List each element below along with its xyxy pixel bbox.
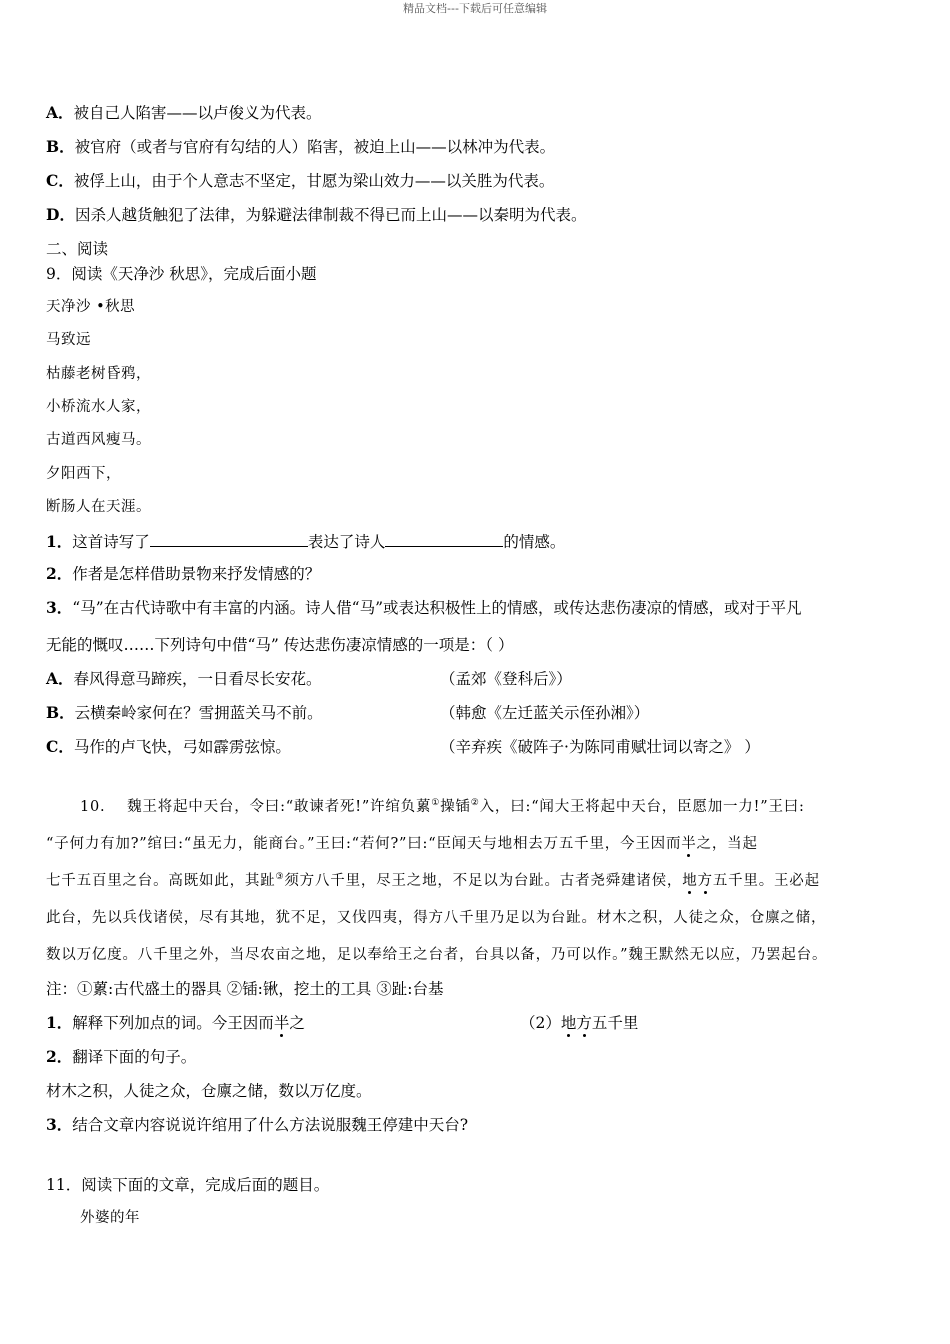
poem-title: 天净沙 •秋思	[46, 299, 136, 315]
choice-c: C．马作的卢飞快，弓如霹雳弦惊。	[46, 737, 291, 756]
emphasis-dot: 地	[682, 873, 698, 889]
emphasis-dot: 地	[560, 1014, 577, 1032]
q10-sub2-sentence: 材木之积，人徒之众，仓廪之储，数以万亿度。	[46, 1082, 372, 1100]
emphasis-dot: 半	[273, 1014, 290, 1032]
q10-passage-line5: 数以万亿度。八千里之外，当尽农亩之地，足以奉给王之台者，台具以备，乃可以作。”魏王默然无以应，乃罢起台。	[46, 947, 828, 963]
choice-b: B．云横秦岭家何在？雪拥蓝关马不前。	[46, 703, 323, 722]
q10-sub1: 1．解释下列加点的词。今王因而半之	[46, 1013, 305, 1032]
q10-sub3: 3．结合文章内容说说许绾用了什么方法说服魏王停建中天台?	[46, 1115, 469, 1134]
emphasis-dot: 方	[697, 873, 713, 889]
poem-line-1: 枯藤老树昏鸦，	[46, 366, 151, 382]
poem-line-3: 古道西风瘦马。	[46, 432, 151, 448]
poem-line-2: 小桥流水人家，	[46, 399, 151, 415]
q9-stem: 9．阅读《天净沙 秋思》，完成后面小题	[46, 265, 317, 283]
q8-option-c: C．被俘上山，由于个人意志不坚定，甘愿为梁山效力——以关胜为代表。	[46, 171, 555, 190]
q9-sub2: 2．作者是怎样借助景物来抒发情感的？	[46, 564, 321, 583]
answer-blank-1[interactable]	[150, 530, 308, 547]
q11-article-title: 外婆的年	[80, 1210, 140, 1226]
choice-b-source: （韩愈《左迁蓝关示侄孙湘》）	[440, 704, 650, 722]
q8-option-b: B．被官府（或者与官府有勾结的人）陷害，被迫上山——以林冲为代表。	[46, 137, 556, 156]
poem-line-5: 断肠人在天涯。	[46, 499, 151, 515]
q11-stem: 11．阅读下面的文章，完成后面的题目。	[46, 1176, 330, 1194]
q10-sub1-part2: （2）地方五千里	[520, 1014, 639, 1032]
q10-passage-line3: 七千五百里之台。高既如此，其趾③须方八千里，尽王之地，不足以为台趾。古者尧舜建诸侯，地方五千里。王必起	[46, 872, 820, 889]
page-header: 精品文档---下载后可任意编辑	[403, 2, 547, 15]
q9-sub3-line1: 3．“马”在古代诗歌中有丰富的内涵。诗人借“马”或表达积极性上的情感，或传达悲伤凄凉的情感，或对于平凡	[46, 598, 802, 617]
q10-passage-line1: 10. 魏王将起中天台，令曰:“敢谏者死!”许绾负蔂①操锸②入，曰:“闻大王将起中天台，臣愿加一力!”王曰:	[80, 798, 805, 815]
q9-sub3-line2: 无能的慨叹……下列诗句中借“马” 传达悲伤凄凉情感的一项是：（ ）	[46, 636, 514, 654]
choice-a: A．春风得意马蹄疾，一日看尽长安花。	[46, 669, 322, 688]
poem-line-4: 夕阳西下，	[46, 466, 121, 482]
emphasis-dot: 方	[576, 1014, 592, 1032]
choice-a-source: （孟郊《登科后》）	[440, 670, 572, 688]
q9-sub1: 1．这首诗写了 表达了诗人 的情感。	[46, 532, 566, 551]
emphasis-dot: 半	[681, 836, 697, 852]
q10-passage-line2: “子何力有加?”绾曰:“虽无力，能商台。”王曰:“若何?”曰:“臣闻天与地相去万五千里，今王因而半之，当起	[46, 836, 758, 852]
answer-blank-2[interactable]	[385, 530, 503, 547]
section-heading: 二、阅读	[46, 240, 109, 258]
q10-note: 注：①蔂:古代盛土的器具 ②锸:锹，挖土的工具 ③趾:台基	[46, 980, 444, 998]
q8-option-d: D．因杀人越货触犯了法律，为躲避法律制裁不得已而上山——以秦明为代表。	[46, 205, 587, 224]
poem-author: 马致远	[46, 332, 91, 348]
q10-sub2: 2．翻译下面的句子。	[46, 1047, 197, 1066]
q8-option-a: A．被自己人陷害——以卢俊义为代表。	[46, 103, 322, 122]
q10-passage-line4: 此台，先以兵伐诸侯，尽有其地，犹不足，又伐四夷，得方八千里乃足以为台趾。材木之积，人徒之众，仓廪之储，	[46, 910, 827, 926]
choice-c-source: （辛弃疾《破阵子·为陈同甫赋壮词以寄之》 ）	[440, 738, 760, 756]
